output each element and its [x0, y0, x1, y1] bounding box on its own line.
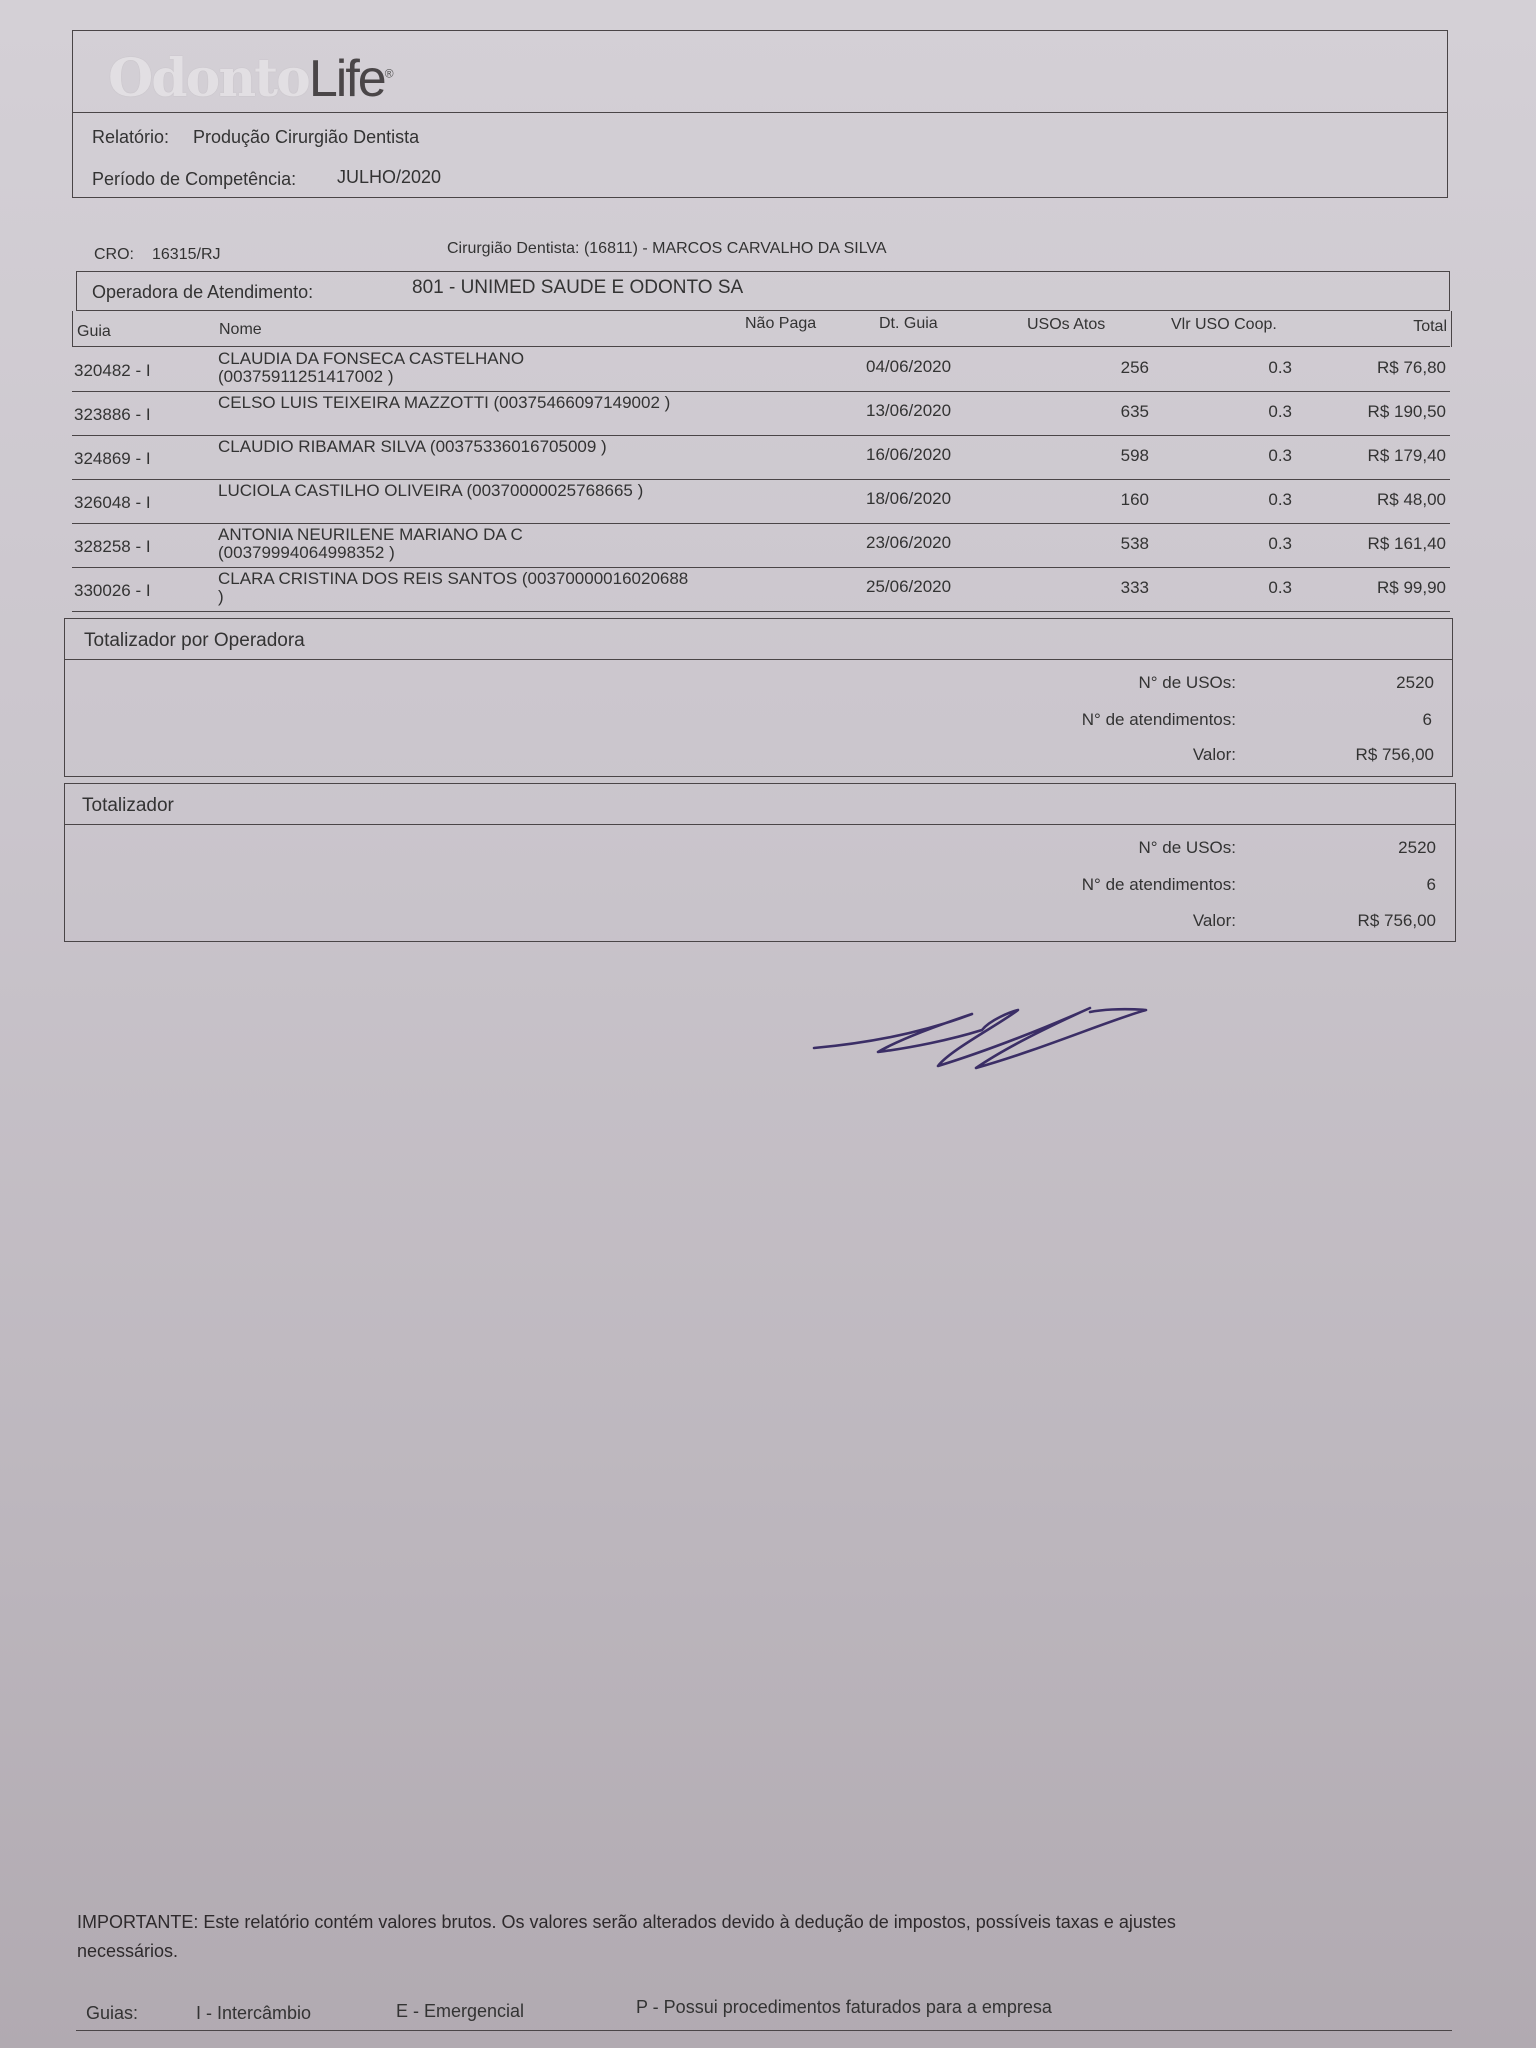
importante-line-1: IMPORTANTE: Este relatório contém valores brutos. Os valores serão alterados devido à dedução de impostos, possíveis taxas e ajustes: [77, 1912, 1176, 1932]
table-row-divider: [72, 523, 1450, 524]
nome-line-2: (00375911251417002 ): [218, 367, 394, 386]
totalizador-body: [64, 824, 1456, 942]
table-row-divider: [72, 567, 1450, 568]
logo-life-text: Life: [308, 50, 385, 108]
op-atend-label: N° de atendimentos:: [1081, 710, 1236, 729]
guia-cell: 326048 - I: [74, 493, 151, 512]
company-logo: [108, 48, 392, 109]
vlr-uso-cell: 0.3: [1268, 490, 1292, 509]
op-valor-value: R$ 756,00: [1355, 745, 1434, 764]
col-guia: Guia: [77, 323, 111, 340]
tot-valor-value: R$ 756,00: [1357, 911, 1436, 930]
totalizador-title-box: [64, 783, 1456, 825]
op-valor-label: Valor:: [1192, 745, 1236, 764]
col-total: Total: [1413, 318, 1447, 335]
vlr-uso-cell: 0.3: [1268, 578, 1292, 597]
guia-cell: 320482 - I: [74, 361, 151, 380]
totalizador-title: Totalizador: [82, 795, 174, 816]
op-usos-value: 2520: [1396, 673, 1434, 692]
header-divider: [72, 112, 1448, 113]
dt-guia-cell: 13/06/2020: [866, 401, 952, 420]
guias-legend-e: E - Emergencial: [396, 2001, 525, 2021]
total-cell: R$ 190,50: [1367, 402, 1446, 421]
period-label: Período de Competência:: [92, 169, 297, 189]
operadora-label: Operadora de Atendimento:: [92, 282, 314, 302]
dt-guia-cell: 16/06/2020: [866, 445, 952, 464]
usos-cell: 598: [1120, 446, 1149, 465]
dt-guia-cell: 04/06/2020: [866, 357, 952, 376]
nome-line-1: CLAUDIA DA FONSECA CASTELHANO: [218, 349, 525, 368]
guias-legend-p: P - Possui procedimentos faturados para a empresa: [636, 1997, 1052, 2017]
vlr-uso-cell: 0.3: [1268, 534, 1292, 553]
table-row: [72, 525, 1452, 569]
logo-odonto-text: Odonto: [108, 48, 309, 109]
guia-cell: 328258 - I: [74, 537, 151, 556]
vlr-uso-cell: 0.3: [1268, 358, 1292, 377]
guia-cell: 324869 - I: [74, 449, 151, 468]
total-cell: R$ 76,80: [1377, 358, 1446, 377]
table-row-divider: [72, 479, 1450, 480]
usos-cell: 256: [1120, 358, 1149, 377]
vlr-uso-cell: 0.3: [1268, 402, 1292, 421]
nome-line-1: CLARA CRISTINA DOS REIS SANTOS (00370000016020688: [218, 569, 689, 588]
guias-legend-label: Guias:: [86, 2003, 139, 2023]
table-row: [72, 481, 1452, 525]
tot-valor-label: Valor:: [1192, 911, 1236, 930]
guias-legend-i: I - Intercâmbio: [196, 2003, 312, 2023]
operadora-value: 801 - UNIMED SAUDE E ODONTO SA: [412, 277, 744, 298]
total-cell: R$ 161,40: [1367, 534, 1446, 553]
nome-line-1: ANTONIA NEURILENE MARIANO DA C: [218, 525, 523, 544]
tot-atend-label: N° de atendimentos:: [1081, 875, 1236, 894]
dt-guia-cell: 18/06/2020: [866, 489, 952, 508]
tot-atend-value: 6: [1426, 875, 1436, 894]
total-cell: R$ 179,40: [1367, 446, 1446, 465]
nome-line-1: CELSO LUIS TEIXEIRA MAZZOTTI (00375466097149002 ): [218, 393, 671, 412]
total-cell: R$ 48,00: [1377, 490, 1446, 509]
col-vlr-uso: Vlr USO Coop.: [1171, 316, 1277, 333]
vlr-uso-cell: 0.3: [1268, 446, 1292, 465]
report-label: Relatório:: [92, 127, 170, 147]
table-header-line: [72, 346, 1450, 347]
usos-cell: 160: [1120, 490, 1149, 509]
guia-cell: 330026 - I: [74, 581, 151, 600]
table-row: [72, 393, 1452, 437]
guia-cell: 323886 - I: [74, 405, 151, 424]
tot-usos-value: 2520: [1398, 838, 1436, 857]
table-header: [72, 311, 1452, 347]
table-row-divider: [72, 611, 1450, 612]
tot-usos-label: N° de USOs:: [1138, 838, 1236, 857]
table-row: [72, 349, 1452, 393]
table-row: [72, 437, 1452, 481]
logo-registered-mark: ®: [384, 66, 392, 81]
dt-guia-cell: 23/06/2020: [866, 533, 952, 552]
totalizador-operadora-title: Totalizador por Operadora: [84, 630, 305, 651]
op-atend-value: 6: [1422, 710, 1432, 729]
dt-guia-cell: 25/06/2020: [866, 577, 952, 596]
nome-line-1: CLAUDIO RIBAMAR SILVA (00375336016705009 ): [218, 437, 607, 456]
table-row-divider: [72, 435, 1450, 436]
col-dt-guia: Dt. Guia: [879, 315, 938, 332]
col-nome: Nome: [219, 321, 262, 338]
totalizador-operadora-body: [64, 659, 1453, 777]
table-row-divider: [72, 391, 1450, 392]
op-usos-label: N° de USOs:: [1138, 673, 1236, 692]
nome-line-2: (00379994064998352 ): [218, 543, 395, 562]
handwritten-signature: [800, 990, 1160, 1080]
total-cell: R$ 99,90: [1377, 578, 1446, 597]
period-value: JULHO/2020: [337, 167, 442, 187]
col-nao-paga: Não Paga: [745, 315, 817, 332]
footer-divider: [76, 2030, 1452, 2031]
table-row: [72, 569, 1452, 613]
nome-line-2: ): [218, 587, 224, 606]
dentist-info: Cirurgião Dentista: (16811) - MARCOS CARVALHO DA SILVA: [447, 240, 887, 257]
col-usos-atos: USOs Atos: [1027, 316, 1106, 333]
cro-label: CRO:: [94, 246, 134, 263]
report-title: Produção Cirurgião Dentista: [193, 127, 420, 147]
nome-line-1: LUCIOLA CASTILHO OLIVEIRA (00370000025768665 ): [218, 481, 644, 500]
usos-cell: 538: [1120, 534, 1149, 553]
usos-cell: 635: [1120, 402, 1149, 421]
usos-cell: 333: [1120, 578, 1149, 597]
importante-line-2: necessários.: [77, 1941, 179, 1961]
cro-value: 16315/RJ: [152, 246, 221, 263]
